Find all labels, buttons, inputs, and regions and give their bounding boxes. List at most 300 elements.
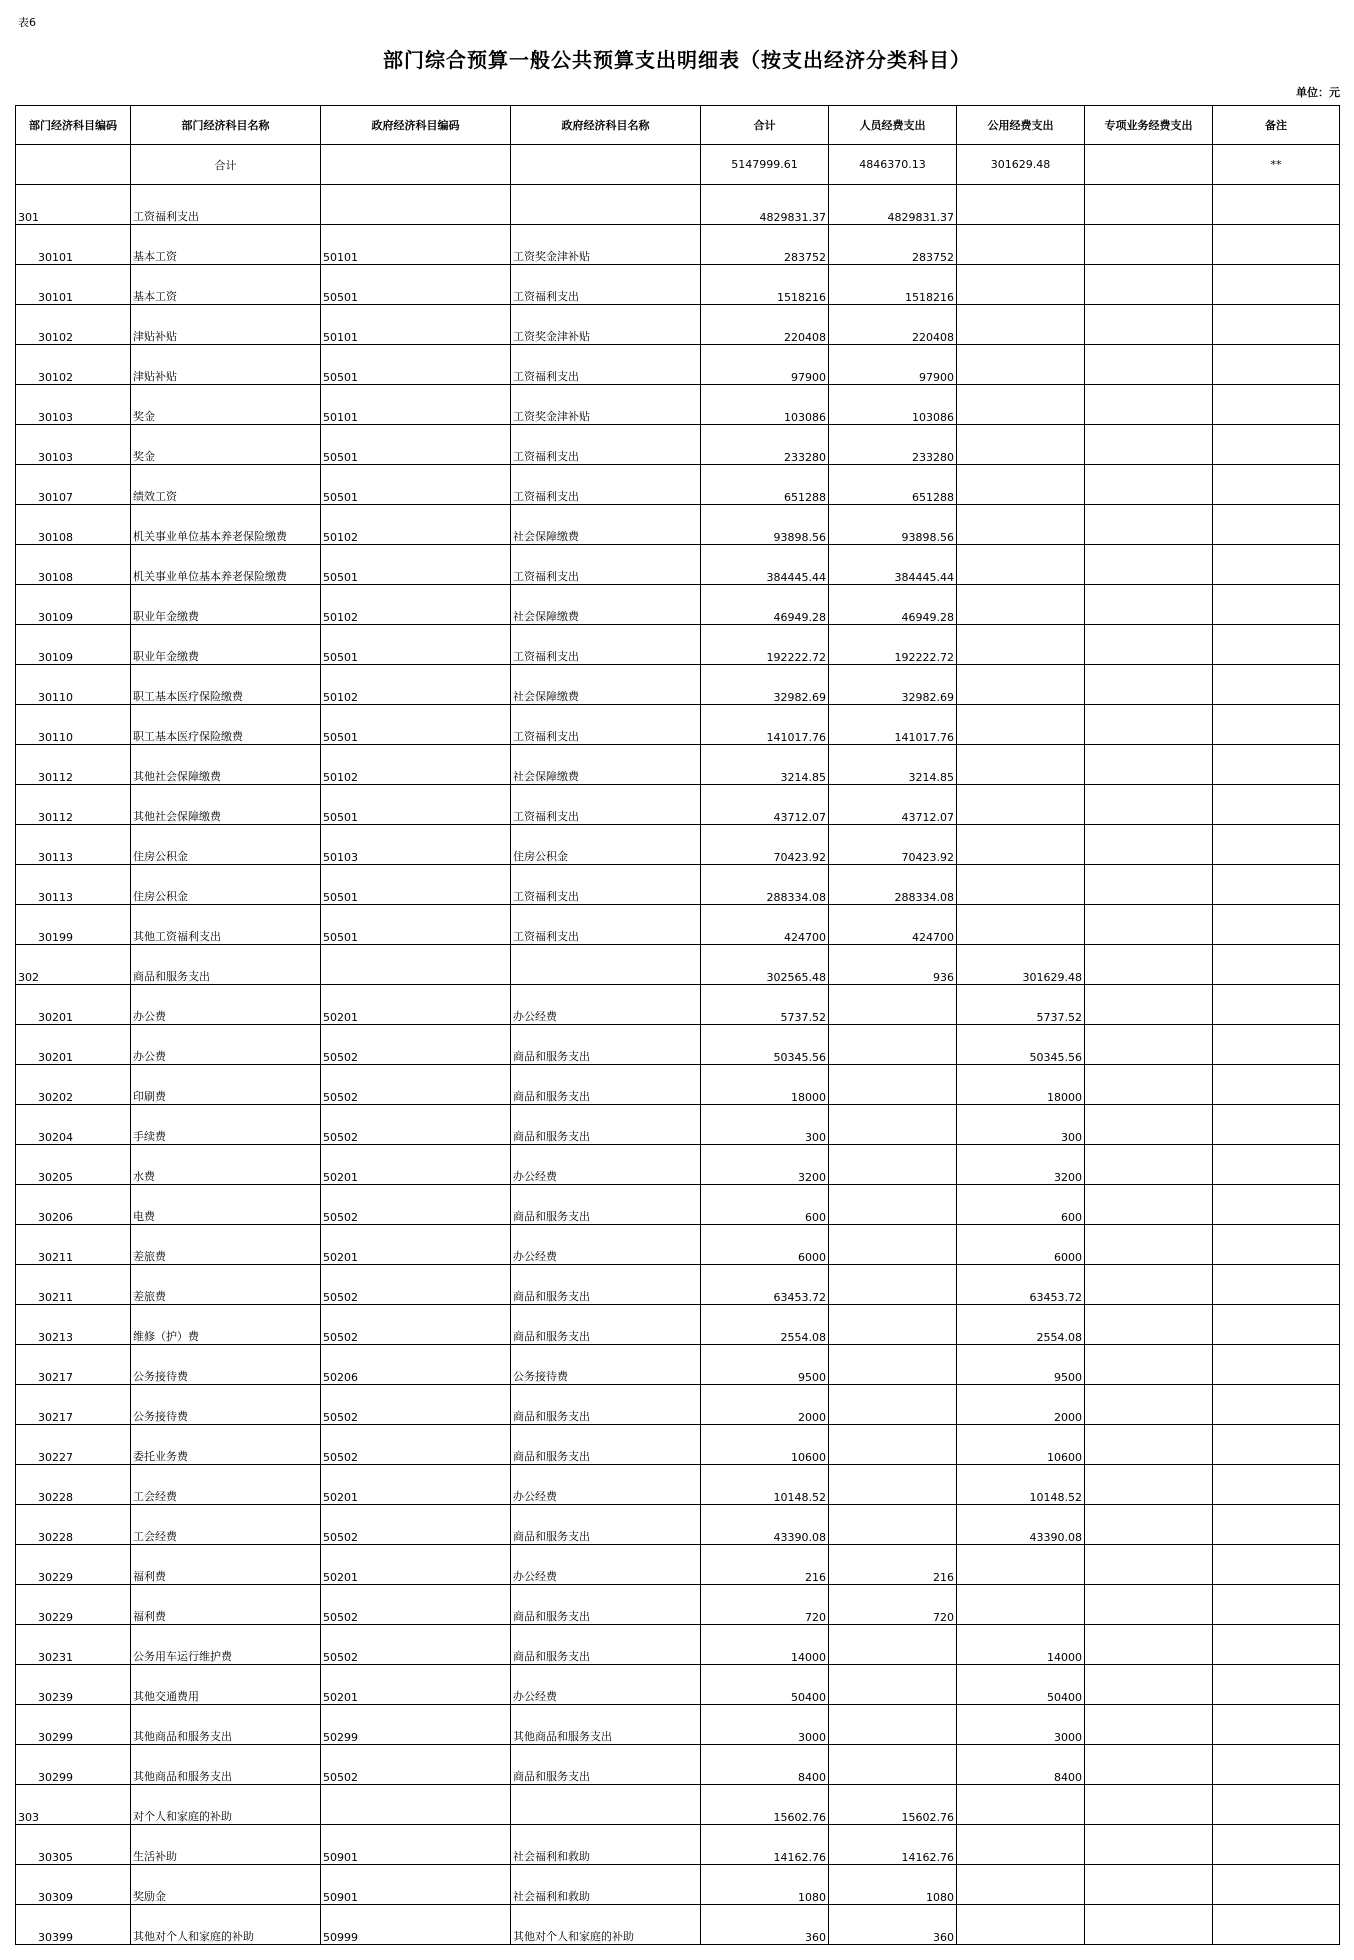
cell-gov-code: 50502 bbox=[321, 1105, 511, 1145]
table-row bbox=[16, 585, 1340, 625]
cell-remarks bbox=[1213, 1065, 1340, 1105]
cell-gov-name: 社会保障缴费 bbox=[511, 745, 701, 785]
table-row bbox=[16, 1905, 1340, 1945]
cell-special bbox=[1085, 1865, 1213, 1905]
unit-label: 单位：元 bbox=[1296, 86, 1340, 99]
cell-public bbox=[957, 1585, 1085, 1625]
cell-remarks bbox=[1213, 665, 1340, 705]
cell-gov-code: 50102 bbox=[321, 745, 511, 785]
cell-dept-code: 30204 bbox=[16, 1105, 131, 1145]
cell-total: 5147999.61 bbox=[701, 145, 829, 185]
cell-gov-name: 工资福利支出 bbox=[511, 865, 701, 905]
cell-total: 384445.44 bbox=[701, 545, 829, 585]
cell-dept-name: 商品和服务支出 bbox=[131, 945, 321, 985]
cell-dept-code: 30228 bbox=[16, 1505, 131, 1545]
cell-remarks bbox=[1213, 585, 1340, 625]
cell-special bbox=[1085, 1145, 1213, 1185]
cell-dept-name: 机关事业单位基本养老保险缴费 bbox=[131, 505, 321, 545]
cell-dept-name: 工会经费 bbox=[131, 1465, 321, 1505]
header-personnel: 人员经费支出 bbox=[829, 106, 957, 145]
cell-total: 103086 bbox=[701, 385, 829, 425]
cell-gov-code: 50502 bbox=[321, 1265, 511, 1305]
cell-gov-name: 商品和服务支出 bbox=[511, 1385, 701, 1425]
cell-gov-name: 商品和服务支出 bbox=[511, 1745, 701, 1785]
cell-gov-name: 工资奖金津补贴 bbox=[511, 225, 701, 265]
cell-gov-code: 50102 bbox=[321, 585, 511, 625]
cell-remarks bbox=[1213, 345, 1340, 385]
table-row bbox=[16, 425, 1340, 465]
cell-public bbox=[957, 345, 1085, 385]
cell-gov-name: 工资福利支出 bbox=[511, 465, 701, 505]
cell-public bbox=[957, 465, 1085, 505]
cell-remarks bbox=[1213, 1745, 1340, 1785]
cell-total: 14000 bbox=[701, 1625, 829, 1665]
cell-gov-code: 50102 bbox=[321, 665, 511, 705]
cell-personnel bbox=[829, 1745, 957, 1785]
cell-dept-name: 生活补助 bbox=[131, 1825, 321, 1865]
cell-special bbox=[1085, 1065, 1213, 1105]
cell-special bbox=[1085, 1305, 1213, 1345]
cell-special bbox=[1085, 425, 1213, 465]
cell-public bbox=[957, 625, 1085, 665]
cell-special bbox=[1085, 705, 1213, 745]
cell-public: 14000 bbox=[957, 1625, 1085, 1665]
cell-gov-code: 50501 bbox=[321, 345, 511, 385]
cell-personnel: 424700 bbox=[829, 905, 957, 945]
cell-total: 43390.08 bbox=[701, 1505, 829, 1545]
cell-dept-name: 水费 bbox=[131, 1145, 321, 1185]
table-row bbox=[16, 625, 1340, 665]
cell-gov-code: 50201 bbox=[321, 1465, 511, 1505]
cell-remarks bbox=[1213, 1465, 1340, 1505]
cell-remarks bbox=[1213, 1145, 1340, 1185]
cell-personnel bbox=[829, 1425, 957, 1465]
cell-public bbox=[957, 1825, 1085, 1865]
cell-special bbox=[1085, 985, 1213, 1025]
cell-special bbox=[1085, 825, 1213, 865]
cell-dept-name: 对个人和家庭的补助 bbox=[131, 1785, 321, 1825]
cell-special bbox=[1085, 1105, 1213, 1145]
cell-dept-code: 302 bbox=[16, 945, 131, 985]
cell-total: 18000 bbox=[701, 1065, 829, 1105]
cell-special bbox=[1085, 585, 1213, 625]
cell-gov-name: 办公经费 bbox=[511, 1465, 701, 1505]
table-row bbox=[16, 1065, 1340, 1105]
cell-dept-name: 差旅费 bbox=[131, 1265, 321, 1305]
cell-gov-name: 公务接待费 bbox=[511, 1345, 701, 1385]
cell-personnel: 936 bbox=[829, 945, 957, 985]
cell-gov-code bbox=[321, 145, 511, 185]
table-row bbox=[16, 785, 1340, 825]
table-row bbox=[16, 225, 1340, 265]
header-remarks: 备注 bbox=[1213, 106, 1340, 145]
cell-dept-code: 30231 bbox=[16, 1625, 131, 1665]
table-row bbox=[16, 185, 1340, 225]
cell-total: 302565.48 bbox=[701, 945, 829, 985]
cell-dept-code: 30206 bbox=[16, 1185, 131, 1225]
cell-total: 43712.07 bbox=[701, 785, 829, 825]
cell-public bbox=[957, 785, 1085, 825]
cell-total: 220408 bbox=[701, 305, 829, 345]
cell-dept-name: 基本工资 bbox=[131, 265, 321, 305]
cell-public bbox=[957, 745, 1085, 785]
cell-dept-name: 职业年金缴费 bbox=[131, 625, 321, 665]
cell-dept-name: 差旅费 bbox=[131, 1225, 321, 1265]
cell-dept-name: 其他商品和服务支出 bbox=[131, 1705, 321, 1745]
cell-dept-code: 30211 bbox=[16, 1225, 131, 1265]
cell-gov-code bbox=[321, 1785, 511, 1825]
cell-remarks bbox=[1213, 505, 1340, 545]
cell-gov-code: 50501 bbox=[321, 465, 511, 505]
cell-special bbox=[1085, 625, 1213, 665]
cell-dept-name: 公务接待费 bbox=[131, 1385, 321, 1425]
cell-gov-name: 办公经费 bbox=[511, 1545, 701, 1585]
cell-gov-name bbox=[511, 1785, 701, 1825]
cell-remarks bbox=[1213, 945, 1340, 985]
cell-personnel: 360 bbox=[829, 1905, 957, 1945]
cell-dept-name: 公务接待费 bbox=[131, 1345, 321, 1385]
cell-public: 10148.52 bbox=[957, 1465, 1085, 1505]
cell-total: 9500 bbox=[701, 1345, 829, 1385]
cell-remarks bbox=[1213, 1385, 1340, 1425]
cell-dept-code: 30217 bbox=[16, 1345, 131, 1385]
cell-remarks bbox=[1213, 1585, 1340, 1625]
table-row bbox=[16, 1825, 1340, 1865]
cell-special bbox=[1085, 265, 1213, 305]
cell-public bbox=[957, 225, 1085, 265]
cell-personnel: 15602.76 bbox=[829, 1785, 957, 1825]
cell-dept-code: 30202 bbox=[16, 1065, 131, 1105]
cell-public: 63453.72 bbox=[957, 1265, 1085, 1305]
cell-special bbox=[1085, 305, 1213, 345]
cell-dept-code: 30108 bbox=[16, 505, 131, 545]
cell-public: 6000 bbox=[957, 1225, 1085, 1265]
cell-dept-name: 津贴补贴 bbox=[131, 305, 321, 345]
cell-personnel bbox=[829, 1385, 957, 1425]
cell-gov-name: 社会保障缴费 bbox=[511, 585, 701, 625]
cell-personnel: 1080 bbox=[829, 1865, 957, 1905]
cell-personnel: 141017.76 bbox=[829, 705, 957, 745]
cell-dept-name: 奖励金 bbox=[131, 1865, 321, 1905]
cell-dept-code: 30201 bbox=[16, 985, 131, 1025]
cell-special bbox=[1085, 745, 1213, 785]
table-row bbox=[16, 1025, 1340, 1065]
cell-dept-code: 30112 bbox=[16, 785, 131, 825]
cell-gov-code: 50502 bbox=[321, 1625, 511, 1665]
cell-public bbox=[957, 665, 1085, 705]
table-row bbox=[16, 705, 1340, 745]
cell-remarks bbox=[1213, 1345, 1340, 1385]
table-row bbox=[16, 1785, 1340, 1825]
cell-total: 6000 bbox=[701, 1225, 829, 1265]
cell-remarks bbox=[1213, 1185, 1340, 1225]
cell-dept-code: 30229 bbox=[16, 1585, 131, 1625]
cell-dept-code: 30103 bbox=[16, 425, 131, 465]
cell-public: 18000 bbox=[957, 1065, 1085, 1105]
cell-dept-code: 30229 bbox=[16, 1545, 131, 1585]
cell-special bbox=[1085, 905, 1213, 945]
cell-dept-code: 30113 bbox=[16, 825, 131, 865]
cell-dept-name: 职工基本医疗保险缴费 bbox=[131, 665, 321, 705]
cell-gov-code: 50502 bbox=[321, 1185, 511, 1225]
cell-remarks bbox=[1213, 1025, 1340, 1065]
cell-dept-code: 30217 bbox=[16, 1385, 131, 1425]
cell-personnel bbox=[829, 1705, 957, 1745]
cell-dept-name: 维修（护）费 bbox=[131, 1305, 321, 1345]
cell-gov-name: 商品和服务支出 bbox=[511, 1425, 701, 1465]
cell-public: 5737.52 bbox=[957, 985, 1085, 1025]
cell-remarks bbox=[1213, 745, 1340, 785]
cell-gov-name: 其他商品和服务支出 bbox=[511, 1705, 701, 1745]
cell-dept-name: 其他工资福利支出 bbox=[131, 905, 321, 945]
table-row bbox=[16, 1705, 1340, 1745]
header-special: 专项业务经费支出 bbox=[1085, 106, 1213, 145]
cell-dept-code: 30201 bbox=[16, 1025, 131, 1065]
cell-total: 1518216 bbox=[701, 265, 829, 305]
cell-remarks: ** bbox=[1213, 145, 1340, 185]
cell-dept-name: 工资福利支出 bbox=[131, 185, 321, 225]
cell-remarks bbox=[1213, 1105, 1340, 1145]
cell-gov-name: 工资福利支出 bbox=[511, 905, 701, 945]
cell-special bbox=[1085, 1265, 1213, 1305]
cell-dept-code: 30299 bbox=[16, 1745, 131, 1785]
cell-remarks bbox=[1213, 1265, 1340, 1305]
cell-special bbox=[1085, 1545, 1213, 1585]
cell-dept-name: 印刷费 bbox=[131, 1065, 321, 1105]
cell-gov-code: 50201 bbox=[321, 1545, 511, 1585]
table-row bbox=[16, 1385, 1340, 1425]
cell-dept-name: 其他对个人和家庭的补助 bbox=[131, 1905, 321, 1945]
cell-remarks bbox=[1213, 185, 1340, 225]
cell-public: 301629.48 bbox=[957, 945, 1085, 985]
cell-dept-code: 30102 bbox=[16, 305, 131, 345]
cell-total: 283752 bbox=[701, 225, 829, 265]
cell-personnel: 97900 bbox=[829, 345, 957, 385]
cell-personnel: 43712.07 bbox=[829, 785, 957, 825]
cell-special bbox=[1085, 545, 1213, 585]
cell-special bbox=[1085, 1345, 1213, 1385]
cell-total: 300 bbox=[701, 1105, 829, 1145]
cell-gov-code: 50501 bbox=[321, 425, 511, 465]
cell-special bbox=[1085, 1905, 1213, 1945]
expenditure-detail-table bbox=[15, 105, 1340, 1945]
cell-gov-code: 50201 bbox=[321, 1145, 511, 1185]
cell-total: 2554.08 bbox=[701, 1305, 829, 1345]
cell-public: 50400 bbox=[957, 1665, 1085, 1705]
cell-total: 15602.76 bbox=[701, 1785, 829, 1825]
cell-gov-code bbox=[321, 185, 511, 225]
cell-public: 43390.08 bbox=[957, 1505, 1085, 1545]
cell-gov-code: 50501 bbox=[321, 705, 511, 745]
cell-gov-name: 商品和服务支出 bbox=[511, 1305, 701, 1345]
cell-public bbox=[957, 1905, 1085, 1945]
cell-total: 2000 bbox=[701, 1385, 829, 1425]
cell-special bbox=[1085, 1225, 1213, 1265]
cell-public bbox=[957, 905, 1085, 945]
header-public: 公用经费支出 bbox=[957, 106, 1085, 145]
cell-personnel bbox=[829, 1345, 957, 1385]
cell-remarks bbox=[1213, 985, 1340, 1025]
cell-gov-code: 50502 bbox=[321, 1425, 511, 1465]
table-row bbox=[16, 1745, 1340, 1785]
cell-dept-code: 303 bbox=[16, 1785, 131, 1825]
cell-dept-name: 基本工资 bbox=[131, 225, 321, 265]
table-row bbox=[16, 1665, 1340, 1705]
cell-public: 3200 bbox=[957, 1145, 1085, 1185]
cell-gov-code: 50201 bbox=[321, 1665, 511, 1705]
cell-personnel: 4829831.37 bbox=[829, 185, 957, 225]
cell-total: 46949.28 bbox=[701, 585, 829, 625]
cell-total: 192222.72 bbox=[701, 625, 829, 665]
cell-personnel: 3214.85 bbox=[829, 745, 957, 785]
cell-dept-code bbox=[16, 145, 131, 185]
table-row bbox=[16, 385, 1340, 425]
cell-gov-code: 50201 bbox=[321, 1225, 511, 1265]
cell-dept-name: 其他社会保障缴费 bbox=[131, 745, 321, 785]
table-row bbox=[16, 465, 1340, 505]
cell-personnel: 216 bbox=[829, 1545, 957, 1585]
cell-special bbox=[1085, 1705, 1213, 1745]
cell-gov-code: 50999 bbox=[321, 1905, 511, 1945]
cell-public: 9500 bbox=[957, 1345, 1085, 1385]
cell-special bbox=[1085, 1465, 1213, 1505]
cell-public: 50345.56 bbox=[957, 1025, 1085, 1065]
table-row bbox=[16, 345, 1340, 385]
cell-total: 32982.69 bbox=[701, 665, 829, 705]
cell-remarks bbox=[1213, 1425, 1340, 1465]
total-row bbox=[16, 145, 1340, 185]
cell-remarks bbox=[1213, 425, 1340, 465]
cell-dept-code: 30305 bbox=[16, 1825, 131, 1865]
cell-gov-code: 50201 bbox=[321, 985, 511, 1025]
cell-personnel: 220408 bbox=[829, 305, 957, 345]
cell-dept-code: 30110 bbox=[16, 665, 131, 705]
cell-personnel: 4846370.13 bbox=[829, 145, 957, 185]
cell-personnel: 70423.92 bbox=[829, 825, 957, 865]
cell-gov-code: 50501 bbox=[321, 905, 511, 945]
cell-remarks bbox=[1213, 1865, 1340, 1905]
cell-dept-code: 30102 bbox=[16, 345, 131, 385]
cell-dept-name: 其他社会保障缴费 bbox=[131, 785, 321, 825]
cell-remarks bbox=[1213, 705, 1340, 745]
table-row bbox=[16, 305, 1340, 345]
cell-personnel bbox=[829, 1145, 957, 1185]
cell-total: 233280 bbox=[701, 425, 829, 465]
cell-personnel bbox=[829, 1025, 957, 1065]
cell-total: 8400 bbox=[701, 1745, 829, 1785]
table-row bbox=[16, 1865, 1340, 1905]
cell-special bbox=[1085, 665, 1213, 705]
cell-gov-code: 50502 bbox=[321, 1025, 511, 1065]
cell-public bbox=[957, 1865, 1085, 1905]
cell-dept-code: 30239 bbox=[16, 1665, 131, 1705]
cell-personnel: 651288 bbox=[829, 465, 957, 505]
table-row bbox=[16, 1305, 1340, 1345]
cell-special bbox=[1085, 945, 1213, 985]
cell-total: 50345.56 bbox=[701, 1025, 829, 1065]
cell-total: 3200 bbox=[701, 1145, 829, 1185]
cell-public bbox=[957, 425, 1085, 465]
cell-gov-code: 50101 bbox=[321, 305, 511, 345]
cell-total: 424700 bbox=[701, 905, 829, 945]
cell-public bbox=[957, 385, 1085, 425]
header-gov-code: 政府经济科目编码 bbox=[321, 106, 511, 145]
cell-dept-name: 办公费 bbox=[131, 1025, 321, 1065]
cell-special bbox=[1085, 1385, 1213, 1425]
header-row bbox=[16, 106, 1340, 145]
cell-dept-name: 福利费 bbox=[131, 1545, 321, 1585]
cell-total: 141017.76 bbox=[701, 705, 829, 745]
cell-remarks bbox=[1213, 625, 1340, 665]
cell-total: 216 bbox=[701, 1545, 829, 1585]
cell-gov-name: 商品和服务支出 bbox=[511, 1265, 701, 1305]
cell-personnel bbox=[829, 1265, 957, 1305]
cell-public: 2000 bbox=[957, 1385, 1085, 1425]
cell-gov-name: 商品和服务支出 bbox=[511, 1025, 701, 1065]
cell-gov-name: 商品和服务支出 bbox=[511, 1065, 701, 1105]
cell-public: 600 bbox=[957, 1185, 1085, 1225]
cell-remarks bbox=[1213, 1625, 1340, 1665]
cell-dept-code: 30309 bbox=[16, 1865, 131, 1905]
cell-dept-code: 30205 bbox=[16, 1145, 131, 1185]
cell-public bbox=[957, 865, 1085, 905]
cell-remarks bbox=[1213, 265, 1340, 305]
cell-gov-code bbox=[321, 945, 511, 985]
cell-gov-name: 住房公积金 bbox=[511, 825, 701, 865]
cell-gov-name bbox=[511, 185, 701, 225]
cell-total: 10148.52 bbox=[701, 1465, 829, 1505]
cell-personnel: 103086 bbox=[829, 385, 957, 425]
cell-personnel bbox=[829, 1225, 957, 1265]
cell-public bbox=[957, 505, 1085, 545]
cell-dept-name: 奖金 bbox=[131, 385, 321, 425]
cell-special bbox=[1085, 1425, 1213, 1465]
cell-public bbox=[957, 305, 1085, 345]
cell-gov-name: 商品和服务支出 bbox=[511, 1585, 701, 1625]
table-row bbox=[16, 745, 1340, 785]
cell-dept-code: 301 bbox=[16, 185, 131, 225]
cell-personnel: 46949.28 bbox=[829, 585, 957, 625]
cell-total: 97900 bbox=[701, 345, 829, 385]
cell-dept-code: 30107 bbox=[16, 465, 131, 505]
cell-gov-code: 50901 bbox=[321, 1865, 511, 1905]
cell-gov-code: 50501 bbox=[321, 785, 511, 825]
cell-personnel bbox=[829, 985, 957, 1025]
cell-gov-name: 工资福利支出 bbox=[511, 545, 701, 585]
header-total: 合计 bbox=[701, 106, 829, 145]
cell-personnel: 93898.56 bbox=[829, 505, 957, 545]
cell-total: 50400 bbox=[701, 1665, 829, 1705]
cell-total: 14162.76 bbox=[701, 1825, 829, 1865]
cell-special bbox=[1085, 1505, 1213, 1545]
cell-public bbox=[957, 185, 1085, 225]
cell-personnel bbox=[829, 1105, 957, 1145]
cell-remarks bbox=[1213, 545, 1340, 585]
cell-remarks bbox=[1213, 785, 1340, 825]
cell-remarks bbox=[1213, 905, 1340, 945]
cell-gov-name: 社会保障缴费 bbox=[511, 665, 701, 705]
cell-special bbox=[1085, 1825, 1213, 1865]
cell-dept-name: 职业年金缴费 bbox=[131, 585, 321, 625]
cell-total: 4829831.37 bbox=[701, 185, 829, 225]
cell-gov-code: 50501 bbox=[321, 545, 511, 585]
cell-remarks bbox=[1213, 1305, 1340, 1345]
cell-personnel: 32982.69 bbox=[829, 665, 957, 705]
table-row bbox=[16, 1425, 1340, 1465]
cell-personnel: 192222.72 bbox=[829, 625, 957, 665]
cell-total: 10600 bbox=[701, 1425, 829, 1465]
table-row bbox=[16, 985, 1340, 1025]
